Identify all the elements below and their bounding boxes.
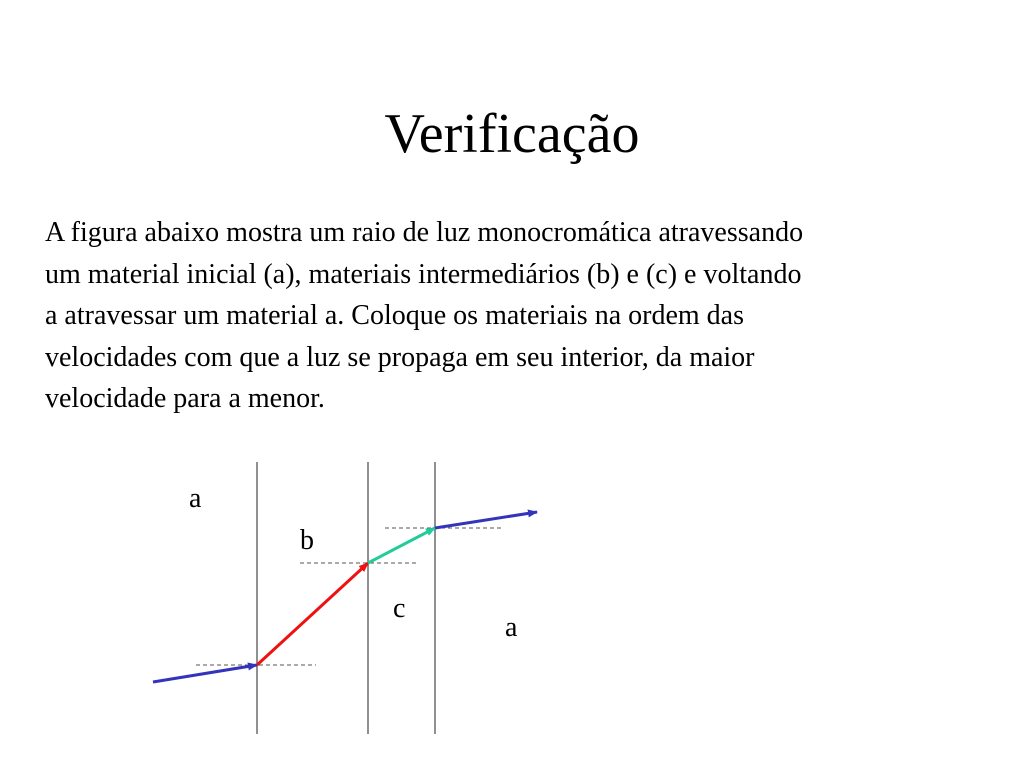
region-label-b: b (300, 525, 314, 556)
problem-line: um material inicial (a), materiais intermediários (b) e (c) e voltando (45, 258, 802, 290)
problem-line: a atravessar um material a. Coloque os materiais na ordem das (45, 300, 744, 331)
region-label-c: c (393, 593, 406, 624)
problem-line: velocidades com que a luz se propaga em seu interior, da maior (45, 341, 755, 373)
ray-segment-a-emergent (435, 512, 537, 528)
problem-line: A figura abaixo mostra um raio de luz monocromática atravessando (45, 217, 804, 248)
region-label-a-right: a (505, 612, 518, 643)
region-label-a-left: a (189, 483, 202, 514)
ray-segment-b (257, 563, 368, 665)
ray-segment-c (368, 528, 435, 563)
ray-segment-a-incident (153, 665, 257, 682)
slide-title: Verificação (384, 103, 640, 165)
problem-line: velocidade para a menor. (45, 383, 325, 414)
